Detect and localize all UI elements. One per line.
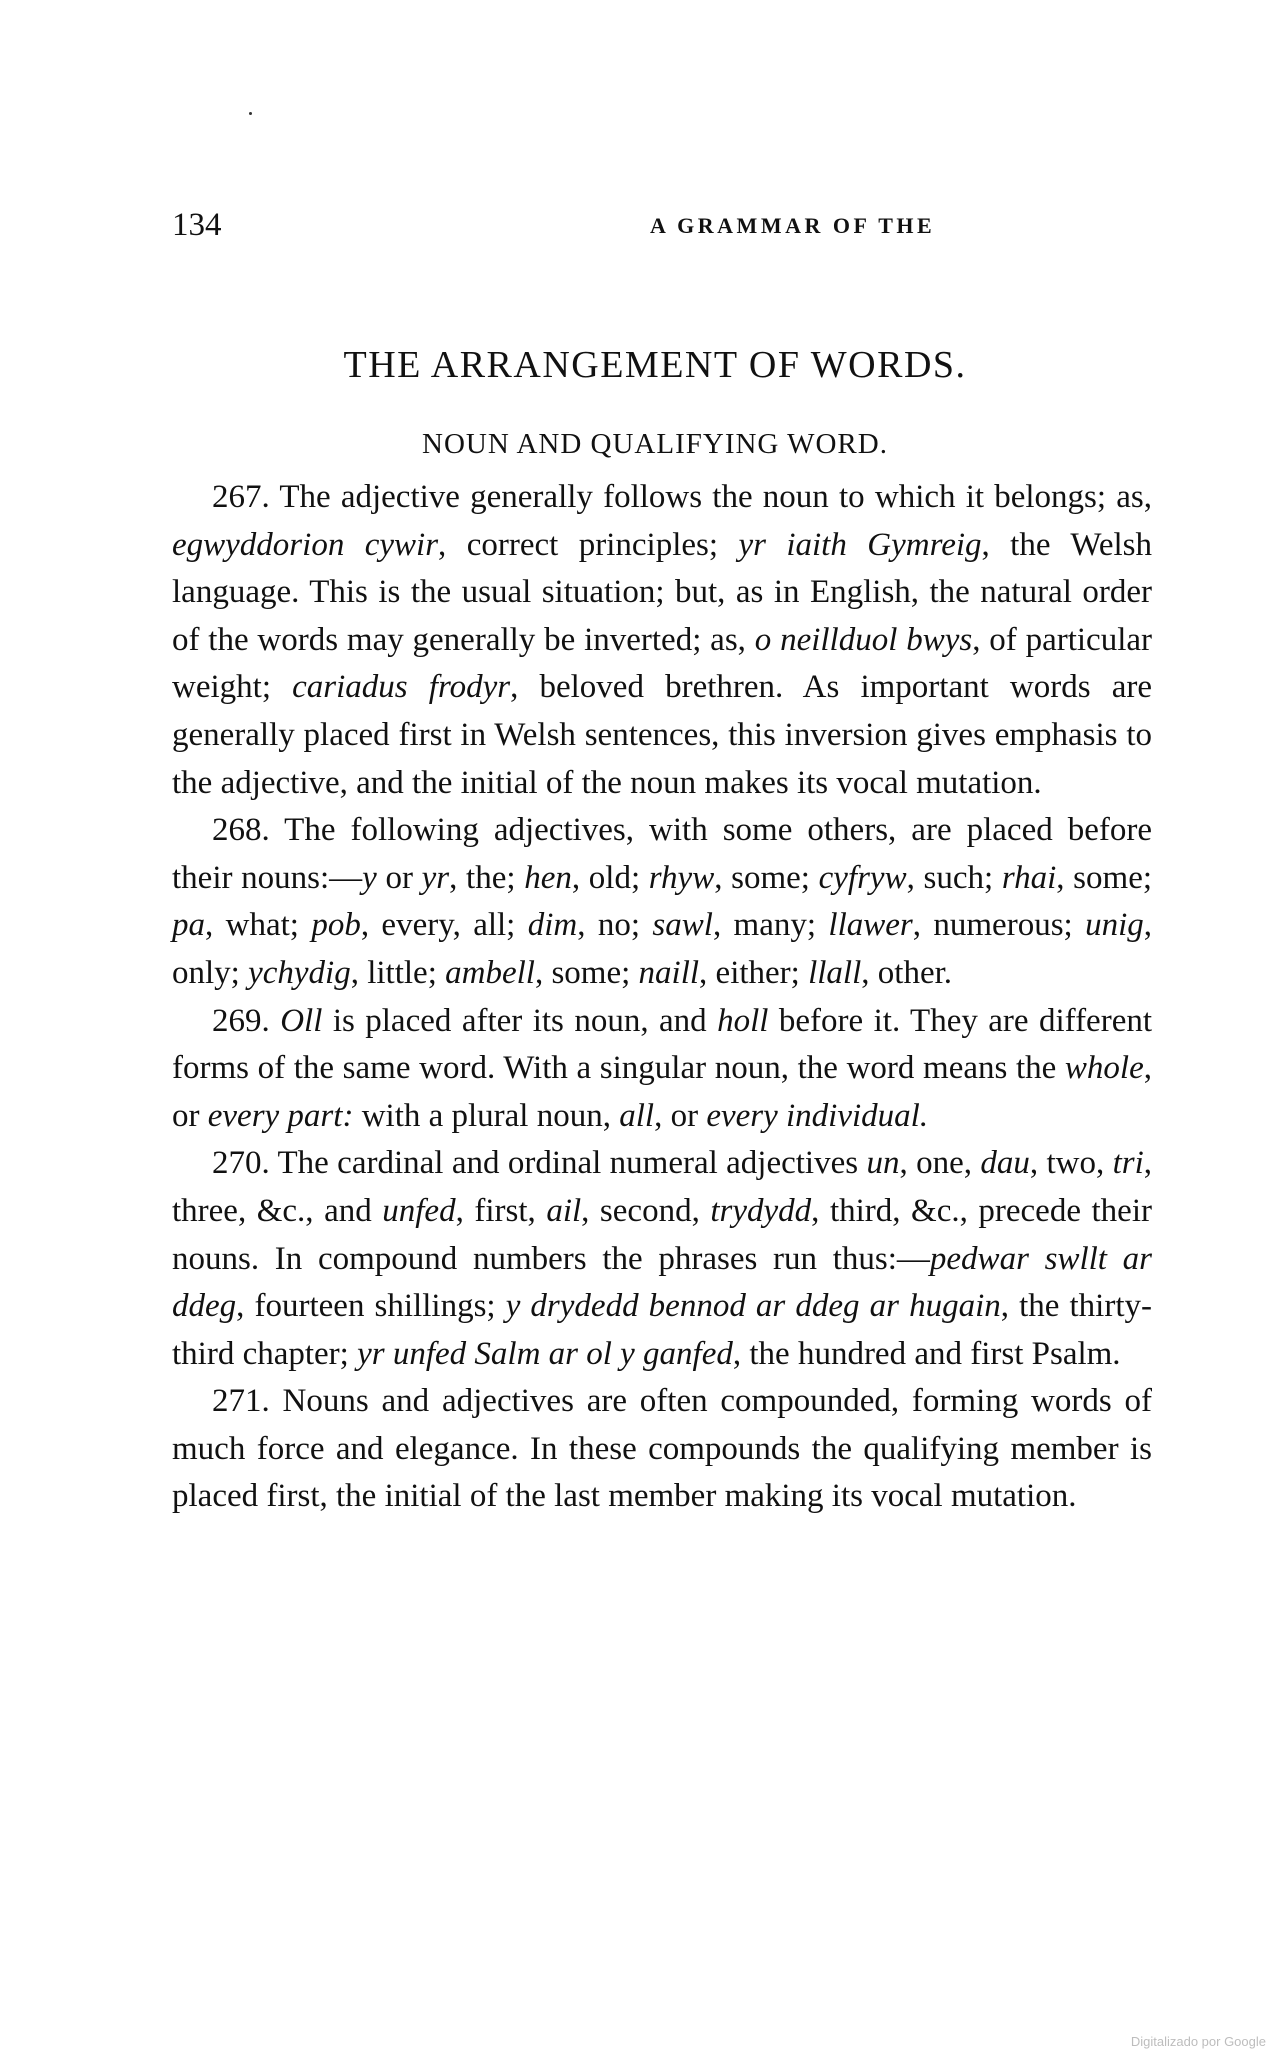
body-text (172, 474, 1152, 1521)
text-run: , third, &c., precede their nouns. In compound numbers the phrases run thus:— (172, 1192, 1152, 1277)
italic-term: unfed (382, 1192, 456, 1229)
running-title: A GRAMMAR OF THE (650, 213, 936, 238)
paragraph (172, 1378, 1152, 1521)
italic-term: y (362, 859, 377, 896)
text-run: , old; (571, 859, 649, 896)
italic-term: dau (980, 1145, 1030, 1182)
italic-term: yr unfed Salm ar ol y ganfed (357, 1335, 733, 1372)
text-run: The adjective generally follows the noun to which it belongs; as, (269, 479, 1152, 515)
text-run: or (376, 859, 422, 896)
italic-term: all (619, 1097, 655, 1134)
text-run: , some; (714, 859, 819, 896)
text-run: , first, (455, 1192, 547, 1229)
text-run: , some; (534, 954, 639, 991)
italic-term: llall (808, 954, 862, 991)
text-run: , of particular weight; (172, 621, 1152, 706)
section-title: THE ARRANGEMENT OF WORDS. (343, 344, 967, 386)
italic-term: holl (717, 1002, 769, 1039)
italic-term: ychydig (248, 954, 351, 991)
italic-term: cyfryw (818, 859, 907, 896)
text-run: , numerous; (912, 907, 1086, 944)
italic-term: rhyw (648, 859, 715, 896)
text-run: , either; (699, 954, 809, 991)
text-run: , the hundred and first Psalm. (732, 1335, 1121, 1372)
section-subtitle: NOUN AND QUALIFYING WORD. (422, 428, 888, 460)
text-run: , or (654, 1097, 707, 1134)
italic-term: o neillduol bwys (754, 621, 973, 658)
italic-term: whole (1064, 1050, 1144, 1087)
paragraph-number: 270. (212, 1145, 270, 1182)
text-run: , the; (449, 859, 525, 896)
italic-term: every part: (207, 1097, 354, 1134)
running-header (172, 200, 1152, 250)
paragraph (172, 474, 1152, 807)
text-run: , beloved brethren. As important words are generally placed first in Welsh sentences, this inversion gives emphasis to the adjective, and the initial of the noun makes its vocal mutation. (172, 669, 1153, 801)
italic-term: sawl (652, 907, 713, 944)
italic-term: yr iaith Gymreig (738, 526, 982, 563)
italic-term: tri (1112, 1145, 1144, 1182)
italic-term: every individual. (706, 1097, 929, 1134)
text-run: with a plural noun, (353, 1097, 620, 1134)
text-run: The cardinal and ordinal numeral adjectives (269, 1145, 867, 1182)
text-run: The following adjectives, with some others, are placed before their nouns:— (172, 812, 1152, 896)
italic-term: egwyddorion cywir (172, 526, 439, 563)
paragraph (172, 1140, 1152, 1378)
italic-term: Oll (280, 1002, 323, 1039)
text-run: , only; (172, 907, 1152, 991)
text-run: , three, &c., and (172, 1145, 1152, 1229)
italic-term: trydydd (710, 1192, 812, 1229)
text-run: , many; (712, 907, 829, 944)
italic-term: pob (311, 907, 361, 944)
paragraph-number: 269. (212, 1002, 270, 1039)
italic-term: ail (546, 1192, 582, 1229)
italic-term: rhai (1001, 859, 1057, 896)
text-run: , correct principles; (438, 526, 739, 563)
text-run: , or (172, 1050, 1152, 1134)
text-run: , every, all; (360, 907, 528, 944)
paragraph-number: 268. (212, 812, 270, 849)
italic-term: hen (524, 859, 572, 896)
text-run: , some; (1056, 859, 1153, 896)
text-run: , the Welsh language. This is the usual situation; but, as in English, the natural order of the words may generally be inverted; as, (172, 526, 1152, 658)
text-run (270, 1003, 280, 1039)
text-run: , two, (1029, 1145, 1113, 1182)
italic-term: naill (638, 954, 700, 991)
digitized-watermark: Digitalizado por Google (1130, 2034, 1266, 2049)
paragraph-number: 267. (212, 479, 270, 515)
text-run: , little; (350, 954, 446, 991)
print-speck (249, 112, 252, 115)
italic-term: un (866, 1145, 900, 1182)
text-run: before it. They are different forms of the same word. With a singular noun, the word means the (172, 1002, 1153, 1087)
italic-term: pedwar swllt ar ddeg (172, 1240, 1153, 1325)
page-number: 134 (172, 207, 222, 243)
paragraph (172, 807, 1152, 997)
text-run: , such; (906, 859, 1002, 896)
italic-term: pa (172, 907, 205, 944)
italic-term: yr (421, 859, 450, 896)
italic-term: ambell (445, 954, 535, 991)
text-run: , other. (861, 954, 953, 991)
paragraph-number: 271. (212, 1383, 270, 1420)
text-run: is placed after its noun, and (322, 1002, 718, 1039)
text-run: , fourteen shillings; (236, 1288, 506, 1325)
text-run: , second, (581, 1192, 711, 1229)
text-run: , one, (899, 1145, 981, 1182)
italic-term: llawer (828, 907, 913, 944)
italic-term: dim (527, 907, 578, 944)
text-run: , what; (205, 907, 312, 944)
text-run: , no; (577, 907, 653, 944)
italic-term: cariadus frodyr (292, 669, 511, 706)
paragraph (172, 998, 1152, 1141)
text-run: Nouns and adjectives are often compounded, forming words of much force and elegance. In these compounds the qualifying member is placed first, the initial of the last member making its vocal mutation. (172, 1383, 1152, 1515)
italic-term: unig (1085, 907, 1144, 944)
italic-term: y drydedd bennod ar ddeg ar hugain (505, 1288, 1001, 1325)
text-run: , the thirty-third chapter; (172, 1288, 1152, 1372)
